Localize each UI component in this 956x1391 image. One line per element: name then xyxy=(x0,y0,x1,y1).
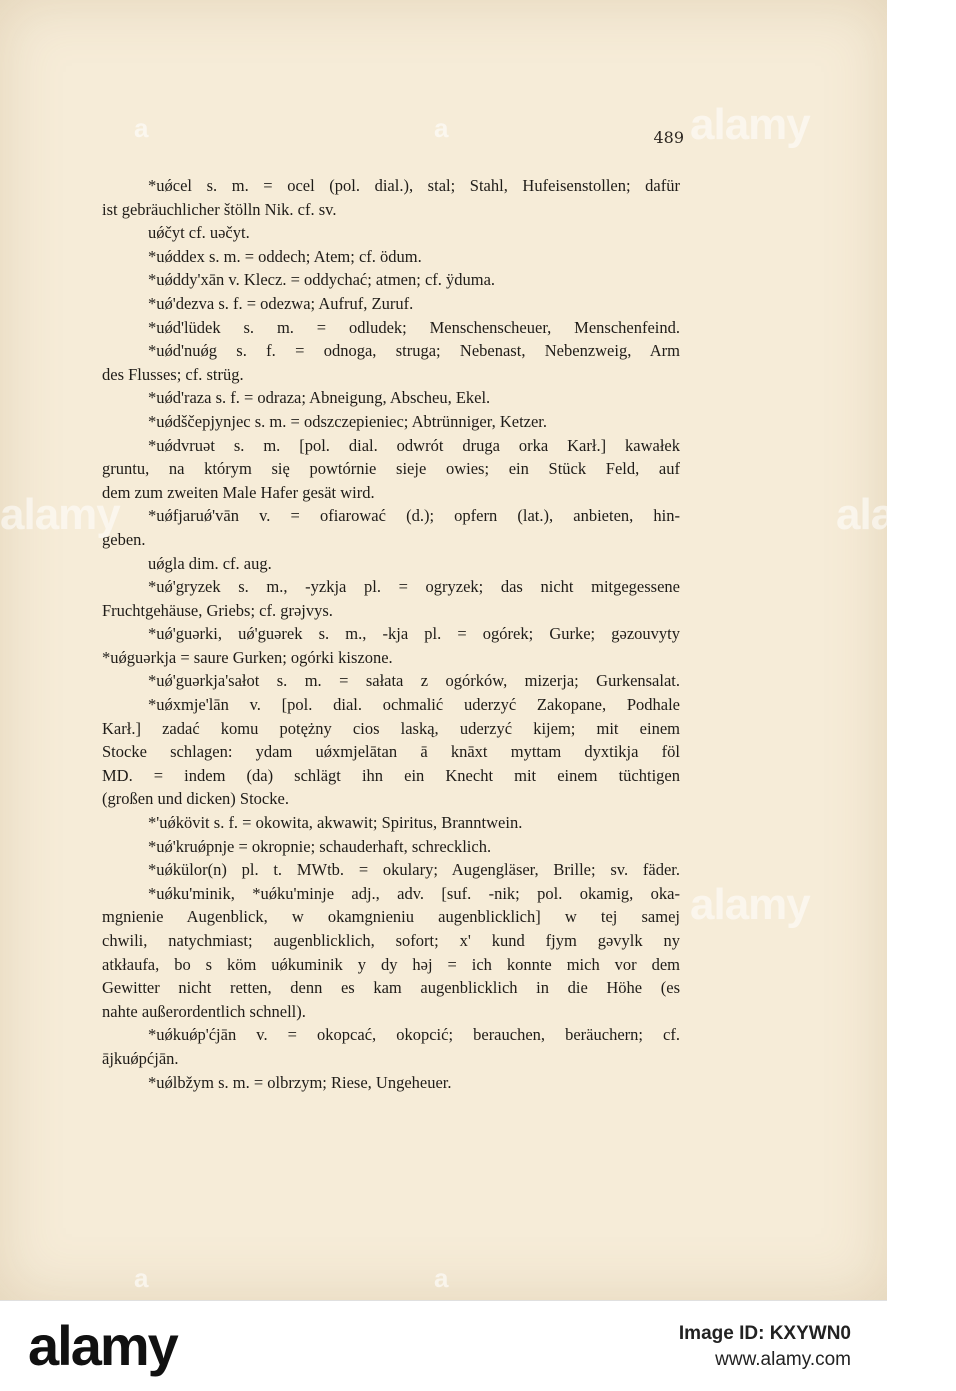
site-url: www.alamy.com xyxy=(715,1349,851,1370)
watermark-letter: a xyxy=(434,1263,448,1293)
watermark-letter: a xyxy=(134,113,148,143)
text-line: gruntu, na którym się powtórnie sieje owies; ein Stück Feld, auf xyxy=(102,459,680,479)
alamy-logo: alamy xyxy=(28,1314,177,1377)
page-number: 489 xyxy=(653,128,684,147)
text-line: atkłaufa, bo s köm uǿkuminik y dy həj = ich konnte mich vor dem xyxy=(102,954,680,974)
text-line: *uǿ'dezva s. f. = odezwa; Aufruf, Zuruf. xyxy=(148,293,414,313)
text-line: *uǿddy'xān v. Klecz. = oddychać; atmen; cf. ÿduma. xyxy=(148,270,496,290)
watermark-alamy: alamy xyxy=(690,100,810,149)
text-line: *uǿkülor(n) pl. t. MWtb. = okulary; Augengläser, Brille; sv. fäder. xyxy=(148,860,680,880)
watermark-letter: a xyxy=(434,113,448,143)
watermark-alamy-partial: alamy xyxy=(836,490,956,539)
text-line: mgnienie Augenblick, w okamgnieniu augenblicklich] w tej samej xyxy=(102,907,680,927)
text-line: ājkuǿpćjān. xyxy=(102,1048,179,1068)
text-line: geben. xyxy=(102,529,146,549)
text-line: *uǿxmje'lān v. [pol. dial. ochmalić uderzyć Zakopane, Podhale xyxy=(148,695,680,715)
text-line: *uǿ'guərki, uǿ'guərek s. m., -kja pl. = ogórek; Gurke; gəzouvyty xyxy=(148,624,680,644)
text-line: *uǿd'raza s. f. = odraza; Abneigung, Abscheu, Ekel. xyxy=(148,388,491,408)
watermark-alamy: alamy xyxy=(690,880,810,929)
text-line: Karł.] zadać komu potężny cios laską, uderzyć kijem; mit einem xyxy=(102,718,680,738)
watermark-alamy: alamy xyxy=(0,490,120,539)
text-line: *uǿcel s. m. = ocel (pol. dial.), stal; Stahl, Hufeisenstollen; dafür xyxy=(148,176,680,195)
text-line: *uǿdvruət s. m. [pol. dial. odwrót druga orka Karł.] kawałek xyxy=(148,435,680,455)
text-line: *uǿguərkja = saure Gurken; ogórki kiszone. xyxy=(102,647,393,667)
text-line: *uǿddex s. m. = oddech; Atem; cf. ödum. xyxy=(148,246,422,266)
text-line: ist gebräuchlicher štölln Nik. cf. sv. xyxy=(102,199,337,219)
stock-footer xyxy=(0,1300,887,1391)
text-line: Stocke schlagen: ydam uǿxmjelātan ā knāxt myttam dyxtikja föl xyxy=(102,742,680,762)
text-line: *uǿfjaruǿ'vān v. = ofiarować (d.); opfern (lat.), anbieten, hin- xyxy=(148,506,680,526)
text-line: *uǿdščepjynjec s. m. = odszczepieniec; Abtrünniger, Ketzer. xyxy=(148,411,548,431)
text-line: *uǿlbžym s. m. = olbrzym; Riese, Ungeheuer. xyxy=(148,1072,452,1092)
text-line: chwili, natychmiast; augenblicklich, sofort; x' kund fjym gəvylk ny xyxy=(102,931,680,950)
text-line: des Flusses; cf. strüg. xyxy=(102,364,244,384)
text-line: *uǿku'minik, *uǿku'minje adj., adv. [suf. -nik; pol. okamig, oka- xyxy=(148,883,680,903)
text-line: MD. = indem (da) schlägt ihn ein Knecht mit einem tüchtigen xyxy=(102,765,680,785)
text-line: nahte außerordentlich schnell). xyxy=(102,1001,306,1021)
text-line: *uǿd'nuǿg s. f. = odnoga, struga; Nebenast, Nebenzweig, Arm xyxy=(148,341,680,361)
text-line: Fruchtgehäuse, Griebs; cf. grəjvys. xyxy=(102,600,333,620)
text-line: Gewitter nicht retten, denn es kam augenblicklich in die Höhe (es xyxy=(102,978,680,998)
text-line: *uǿ'guərkja'sałot s. m. = sałata z ogórków, mizerja; Gurkensalat. xyxy=(148,671,680,691)
footer-info xyxy=(679,1321,851,1373)
dictionary-text-column xyxy=(102,174,680,1094)
text-line: *uǿ'kruǿpnje = okropnie; schauderhaft, schrecklich. xyxy=(148,836,492,856)
text-line: *'uǿkövit s. f. = okowita, akwawit; Spiritus, Branntwein. xyxy=(148,813,523,833)
text-line: *uǿd'lüdek s. m. = odludek; Menschenscheuer, Menschenfeind. xyxy=(148,317,680,337)
text-line: *uǿ'gryzek s. m., -yzkja pl. = ogryzek; das nicht mitgegessene xyxy=(148,577,680,597)
text-line: dem zum zweiten Male Hafer gesät wird. xyxy=(102,482,375,502)
watermark-letter: a xyxy=(134,1263,148,1293)
text-line: (großen und dicken) Stocke. xyxy=(102,789,289,809)
text-line: *uǿkuǿp'ćjān v. = okopcać, okopcić; berauchen, beräuchern; cf. xyxy=(148,1025,680,1045)
image-id: Image ID: KXYWN0 xyxy=(678,1323,851,1344)
text-line: uǿčyt cf. uəčyt. xyxy=(148,223,250,243)
text-line: uǿgla dim. cf. aug. xyxy=(148,553,272,573)
